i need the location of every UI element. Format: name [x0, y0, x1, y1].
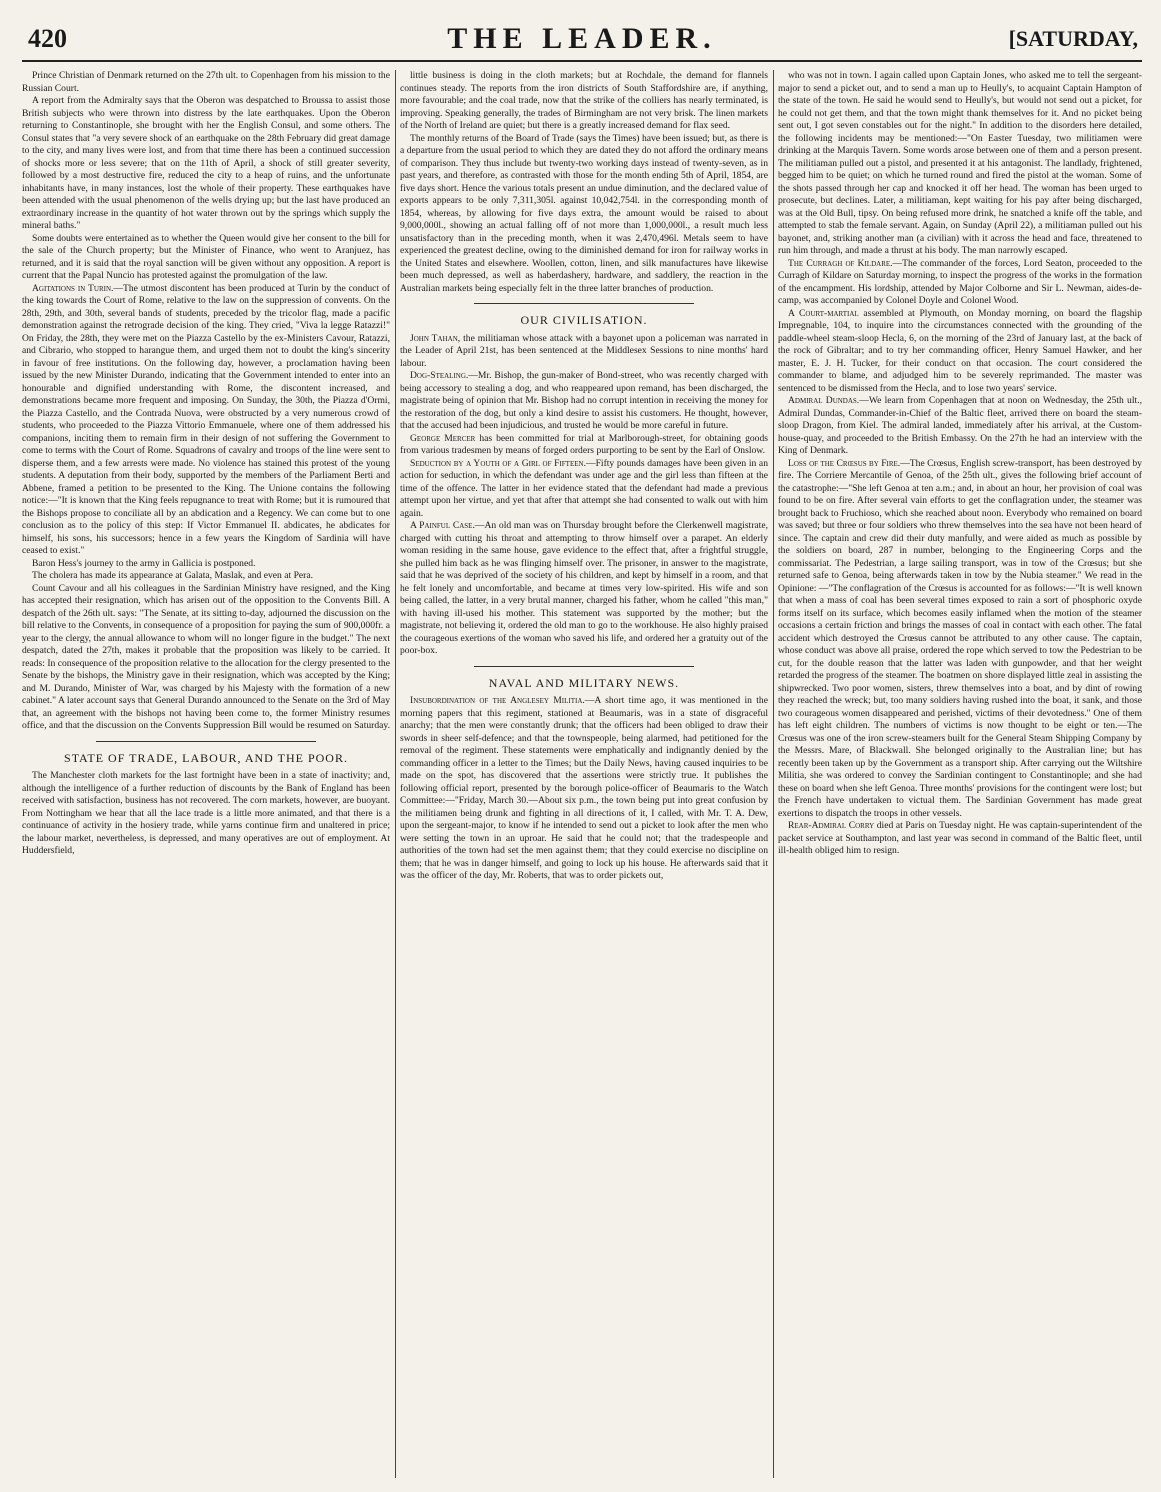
paragraph-lead: Seduction by a Youth of a Girl of Fifteen.: [410, 457, 586, 469]
article-paragraph: [778, 395, 1142, 458]
article-paragraph: [778, 458, 1142, 821]
article-paragraph: [22, 283, 390, 558]
article-paragraph: [778, 820, 1142, 858]
paragraph-lead: Insubordination of the Anglesey Militia.: [410, 695, 585, 706]
column-2: [400, 70, 768, 1478]
article-paragraph: who was not in town. I again called upon Captain Jones, who asked me to tell the sergeant-major to send a picket out, and to send a man up to Heully's, to acquaint Captain Hampton of the state of the town. He said he would send to Heully's, but would not send out a picket, for he could not get them, and that the town might thank themselves for it. And no picket being sent out, I got seven constables out for the night." In addition to the disorders here detailed, the following incidents may be mentioned:—"On Easter Tuesday, two militiamen were drinking at the Marquis Tavern. Some words arose between one of them and a person present. The militiaman pulled out a pistol, and presented it at his antagonist. The landlady, frightened, begged him to be quiet; on which he turned round and fired the pistol at the woman. Some of the shots passed through her cap and knocked it off her head. The woman has been urged to prosecute, but declines. Later, a militiaman, kept waiting for his pay after being discharged, was at the Old Bull, tipsy. On being refused more drink, he snatched a knife off the table, and attempted to stab the female servant. Again, on Sunday (April 22), a militiaman pulled out his bayonet, and, striking another man (a civilian) with it across the head and face, threatened to run him through, and made a thrust at his body. The man narrowly escaped.: [778, 70, 1142, 256]
paragraph-body: —The Crœsus, English screw-transport, has been destroyed by fire. The Corriere Mercantile of Genoa, of the 25th ult., gives the following brief account of the catastrophe:—"She left Genoa at ten a.m.; and, in about an hour, her provision of coal was found to be on fire. After several vain efforts to get the conflagration under, the steamer was brought back to Fruchioso, which she reached about noon. Everybody who remained on board was saved; but three or four soldiers who threw themselves into the sea have not been heard of since. The captain and crew did their duty manfully, and were aided as much as possible by the soldiers on board, 287 in number, belonging to the Engineering Corps and the commissariat. The Pedestrian, a large sailing transport, was in tow of the Crœsus; but she returned safe to Genoa, being afterwards taken in tow by the Nubia steamer." We read in the Opinione: —"The conflagration of the Crœsus is accounted for as follows:—"It is well known that when a mass of coal has been several times exposed to rain a sort of phosphoric oxyde forms itself on its surface, which becomes easily inflamed when the motion of the steamer occasions a certain friction and brings the masses of coal in contact with each other. The fatal accident which destroyed the Crœsus cannot be attributed to any other cause. The captain, whose conduct was above all praise, ordered the rope which served to tow the Pedestrian to be cut, for the double reason that the latter was laden with gunpowder, and that her weight retarded the progress of the steamer. The boatmen on shore displayed little zeal in assisting the shipwrecked. Two poor women, sisters, threw themselves into a boat, and by dint of rowing they reached the wreck; but, too many soldiers having rushed into the boat, it sank, and those two courageous women disappeared and perished, victims of their devotedness." One of them has left eight children. The numbers of victims is now thought to be eight or ten.—The Crœsus was one of the iron screw-steamers built for the General Steam Shipping Company by the Messrs. Mare, of Blackwall. She belonged originally to the Australian line; but has recently been taken up by the Government as a transport ship. After carrying out the Wiltshire Militia, she was ordered to convey the Sardinian contingent to Constantinople; and she had these on board when she left Genoa. Three months' provisions for the contingent were lost; but the French have undertaken to victual them. The Sardinian Government has made great exertions to dispatch the troops in other vessels.: [778, 457, 1142, 819]
column-rule: [395, 70, 396, 1478]
article-paragraph: [400, 695, 768, 883]
paragraph-body: has been committed for trial at Marlborough-street, for obtaining goods from various tradesmen by means of forged orders purporting to be sent by the Earl of Onslow.: [400, 432, 768, 456]
section-heading: STATE OF TRADE, LABOUR, AND THE POOR.: [64, 750, 348, 765]
paragraph-lead: Loss of the Crœsus by Fire.: [788, 457, 901, 469]
article-paragraph: The cholera has made its appearance at Galata, Maslak, and even at Pera.: [32, 570, 314, 581]
issue-day: [SATURDAY,: [1008, 26, 1138, 51]
column-1: [22, 70, 390, 1478]
article-paragraph: [400, 433, 768, 458]
paragraph-body: assembled at Plymouth, on Monday morning, on board the flagship Impregnable, 104, to inquire into the circumstances connected with the grounding of the paddle-wheel steam-sloop Hecla, 6, on the morning of the 23rd of January last, at the back of the rock of Gibraltar; and to try her commanding officer, Henry Samuel Hawker, and her master, E. J. H. Tucker, for their conduct on that occasion. The court considered the commander to blame, and adjudged him to be severely reprimanded. The master was sentenced to be dismissed from the Hecla, and to lose two years' service.: [778, 307, 1142, 394]
article-paragraph: Baron Hess's journey to the army in Gallicia is postponed.: [32, 557, 256, 569]
article-paragraph: [400, 370, 768, 433]
article-paragraph: [400, 458, 768, 521]
article-paragraph: Prince Christian of Denmark returned on the 27th ult. to Copenhagen from his mission to the Russian Court.: [22, 70, 390, 94]
section-heading: NAVAL AND MILITARY NEWS.: [488, 675, 680, 690]
column-rule: [773, 70, 774, 1478]
article-paragraph: A report from the Admiralty says that the Oberon was despatched to Broussa to assist those British subjects who were thrown into distress by the late earthquakes. Upon the Oberon returning to Constantinople, she brought with her the English Consul, and some others. The Consul states that "a very severe shock of an earthquake on the 28th February did great damage to the city, and many lives were lost, and from that time there has been a continued succession of shocks more or less severe; that on the 11th of April, a shock of still greater severity, followed by a most destructive fire, reduced the city to a heap of ruins, and the unfortunate inhabitants have, in many instances, lost the whole of their property. These earthquakes have been attended with the usual phenomenon of the wells drying up; but the last have produced an extraordinary increase in the quantity of hot water thrown out by the springs which supply the mineral baths.": [22, 95, 390, 231]
newspaper-title: THE LEADER.: [447, 22, 717, 55]
section-rule: [96, 741, 317, 742]
article-paragraph: Count Cavour and all his colleagues in the Sardinian Ministry have resigned, and the King has accepted their resignation, which has arisen out of the opposition to the Convents Bill. A despatch of the 26th ult. says: "The Senate, at its sitting to-day, adjourned the discussion on the bill relative to the Convents, in consequence of a proposition for paying the sum of 900,000fr. a year to the clergy, the annual allowance to whom will no longer figure in the budget." The next despatch, dated the 27th, makes it probable that the proposition was likely to be carried. It reads: In consequence of the proposition relative to the allocation for the clergy presented to the Senate by the bishops, the Ministry gave in their resignation, which was accepted by the King; and M. Durando, Minister of War, was charged by his Majesty with the formation of a new cabinet." A later account says that General Durando announced to the Senate on the 3rd of May that, an agreement with the bishops not having been come to, the former Ministry resumes office, and that the discussion on the Convents Suppression Bill would be resumed on Saturday.: [22, 582, 390, 731]
article-paragraph: little business is doing in the cloth markets; but at Rochdale, the demand for flannels continues steady. The reports from the iron districts of South Staffordshire are, if anything, more favourable; and the coal trade, now that the strike of the colliers has nearly terminated, is improving. Speaking generally, the trades of Birmingham are not very brisk. The linen markets of the North of Ireland are quiet; but there is a greatly increased demand for flax seed.: [400, 70, 768, 131]
paragraph-lead: Rear-Admiral Corry: [788, 820, 875, 831]
article-paragraph: [400, 333, 768, 371]
article-paragraph: [778, 308, 1142, 396]
paragraph-lead: A Painful Case.: [410, 520, 475, 531]
section-rule: [474, 666, 695, 667]
paragraph-body: —The commander of the forces, Lord Seaton, proceeded to the Curragh of Kildare on Saturday morning, to inspect the progress of the works in the formation of the encampment. His lordship, attended by Major Colborne and Sir L. Newman, aides-de-camp, was accompanied by Colonel Doyle and Colonel Wood.: [778, 257, 1142, 306]
paragraph-lead: The Curragh of Kildare.: [788, 257, 893, 269]
paragraph-lead: Agitations in Turin.: [32, 282, 114, 294]
column-3: [778, 70, 1142, 1478]
paragraph-lead: Admiral Dundas.: [788, 395, 860, 406]
article-paragraph: Some doubts were entertained as to whether the Queen would give her consent to the bill for the sale of the Church property; but the Minister of Finance, who went to Aranjuez, has returned, and it is said that the royal sanction will be given without any opposition. A report is current that the Papal Nuncio has protested against the promulgation of the law.: [22, 232, 390, 281]
paragraph-body: —Mr. Bishop, the gun-maker of Bond-street, who was recently charged with being accessory to stealing a dog, and who reappeared upon remand, has been discharged, the magistrate being of opinion that Mr. Bishop had no corrupt intention in receiving the money for the restoration of the dog, but only a kind desire to assist his customers. He thought, however, that the accused had been injudicious, and trusted he would be more careful in future.: [400, 370, 768, 431]
paragraph-body: —We learn from Copenhagen that at noon on Wednesday, the 25th ult., Admiral Dundas, Commander-in-Chief of the Baltic fleet, arrived there on board the steam-sloop Dragon, from Kiel. The admiral landed, immediately after his arrival, at the Custom-house-quay, and proceeded to the British Embassy. On the 27th he had an interview with the King of Denmark.: [778, 395, 1142, 456]
page-number: 420: [28, 24, 67, 53]
article-paragraph: The monthly returns of the Board of Trade (says the Times) have been issued; but, as there is a departure from the usual period to which they are dated they do not afford the ordinary means of comparison. They thus include but twenty-two working days instead of twenty-seven, as in past years, and therefore, as contrasted with those for the month ending 5th of April, 1854, are five days short. Hence the various totals present an undue diminution, and the declared value of exports appears to be only 7,311,305l. against 10,042,754l. in the corresponding month of 1854, whereas, by allowing for five days extra, the amount would be raised to about 9,000,000l., showing an actual falling off of not more than 1,000,000l., a result much less unsatisfactory than in the preceding month, when it was 2,470,496l. Metals seem to have experienced the greatest decline, owing to the diminished demand for iron for railway works in the United States and elsewhere. Woollen, cotton, linen, and silk manufactures have likewise been much depressed, as well as haberdashery, hardware, and saddlery, the reaction in the Australian markets being especially felt in the three latter branches of production.: [400, 132, 768, 294]
paragraph-body: —A short time ago, it was mentioned in the morning papers that this regiment, stationed at Beaumaris, was in a state of disgraceful anarchy; that the men were constantly drunk; that the officers had been obliged to draw their swords in sheer self-defence; and that the townspeople, being alarmed, had petitioned for the removal of the regiment. These statements were emphatically and indignantly denied by the commanding officer in a letter to the Times; but the Daily News, having caused inquiries to be made on the spot, has discovered that the assertions were strictly true. It publishes the following official report, presented by the borough police-officer of Beaumaris to the Watch Committee:—"Friday, March 30.—About six p.m., the town being put into great confusion by the militiamen being drunk and fighting in all directions of it, I called, with Mr. T. A. Dew, upon the sergeant-major, to know if he intended to send out a picket to look after the men who were setting the town in an uproar. He said that he could not; that the tradespeople and authorities of the town had set the men against them; that they could exercise no discipline on them; that he was in danger himself, and going to lock up his house. He afterwards said that it was the officer of the day, Mr. Roberts, that was to order pickets out,: [400, 695, 768, 881]
article-paragraph: [778, 258, 1142, 308]
article-paragraph: The Manchester cloth markets for the last fortnight have been in a state of inactivity; and, although the intelligence of a further reduction of discounts by the Bank of England has been received with satisfaction, business has not recovered. The corn markets, however, are buoyant. From Nottingham we hear that all the lace trade is a little more animated, and that there is a continuance of activity in the hosiery trade, while yarns continue firm and unaltered in price; the labour market, nevertheless, is depressed, and many operatives are out of employment. At Huddersfield,: [22, 770, 390, 856]
section-rule: [474, 303, 695, 304]
paragraph-lead: Dog-Stealing.: [410, 370, 469, 381]
paragraph-lead: A Court-martial: [788, 307, 859, 319]
masthead: [22, 20, 1142, 62]
paragraph-body: died at Paris on Tuesday night. He was captain-superintendent of the packet service at Southampton, and last year was second in command of the Baltic fleet, until ill-health obliged him to resign.: [778, 820, 1142, 856]
section-heading: OUR CIVILISATION.: [520, 313, 648, 327]
paragraph-body: —Fifty pounds damages have been given in an action for seduction, in which the defendant was under age and the girl less than fifteen at the time of the offence. The latter in her evidence stated that the defendant had made a previous attempt upon her virtue, and yet that after that attempt she had consented to walk out with him again.: [400, 457, 768, 519]
columns: [22, 70, 1142, 1478]
paragraph-body: —The utmost discontent has been produced at Turin by the conduct of the king towards the Court of Rome, relative to the law on the suppression of convents. On the 28th, 29th, and 30th, several bands of students, preceded by the tricolor flag, made a pacific demonstration against the retrograde decision of the king. They cried, "Viva la legge Ratazzi!" On Friday, the 28th, they were met on the Piazza Castello by the ex-Ministers Cavour, Ratazzi, and Cibrario, who stopped to harangue them, and urged them not to doubt the king's sincerity in favour of free institutions. On the following day, however, a proclamation having been issued by the new Minister Durando, indicating that the Government intended to enter into an honourable and dignified understanding with Rome, the discontent increased, and demonstrations became more frequent and imposing. On Sunday, the 30th, the Piazza d'Ormi, the Piazza Castello, and the Contrada Nuova, were obstructed by a very numerous crowd of students, who proceeded to the Piazza Vittorio Emmanuele, where one of them addressed his companions, inciting them to remain firm in their design of not suffering the Government to come to terms with the Court of Rome. Squadrons of cavalry and troops of the line were sent to disperse them, and a few arrests were made. No violence has stained this protest of the young students. A deputation from their body, supported by the members of the Parliament Berti and Abbene, framed a petition to be presented to the King. The Unione contains the following notice:—"It is known that the King feels repugnance to treat with Rome; but it is rumoured that the Bishops propose to conciliate all by an abdication and a Regency. We can come but to one conclusion as to the policy of this step: If Victor Emmanuel II. abdicates, he abdicates for himself, his sons, his successors; hence in a few years the Kingdom of Sardinia will have ceased to exist.": [22, 282, 390, 556]
article-paragraph: [400, 520, 768, 658]
paragraph-lead: John Tahan,: [410, 332, 461, 344]
paragraph-body: the militiaman whose attack with a bayonet upon a policeman was narrated in the Leader of April 21st, has been sentenced at the Middlesex Sessions to nine months' hard labour.: [400, 332, 768, 369]
paragraph-body: —An old man was on Thursday brought before the Clerkenwell magistrate, charged with cutting his throat and attempting to throw himself over a parapet. An elderly woman residing in the same house, gave evidence to the effect that, after a frightful struggle, she pulled him back as he was flinging himself over. The prisoner, in answer to the magistrate, said that he was deprived of the society of his children, and kept by himself in a room, and that he felt lonely and uncomfortable, and became at times very low-spirited. His wife and son being called, the latter, in a very brutal manner, charged his father, whom he called "this man," with having ill-used his mother. This statement was supported by the mother; but the magistrate, not believing it, ordered the old man to go to the workhouse. He also highly praised the courageous exertions of the woman who saved his life, and ordered her a gratuity out of the poor-box.: [400, 520, 768, 656]
paragraph-lead: George Mercer: [410, 432, 476, 444]
